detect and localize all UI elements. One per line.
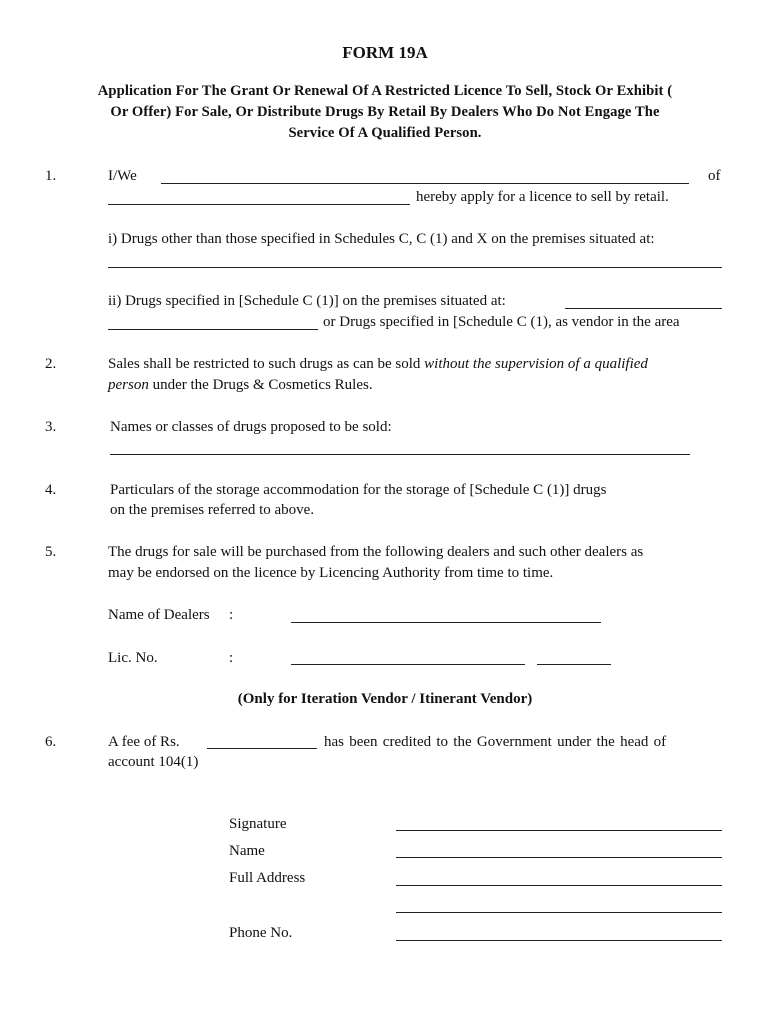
- form-title: FORM 19A: [342, 43, 428, 62]
- full-address-label: Full Address: [229, 870, 306, 886]
- item-2-text: [108, 354, 648, 375]
- phone-field[interactable]: [396, 940, 722, 941]
- lic-no-field-2[interactable]: [537, 664, 611, 665]
- lic-no-label: Lic. No.: [108, 650, 158, 666]
- full-address-field[interactable]: [396, 885, 722, 886]
- item-1-sub-ii-vendor-text: or Drugs specified in [Schedule C (1), as vendor in the area: [323, 314, 680, 330]
- heading-line-3: Service Of A Qualified Person.: [288, 125, 482, 141]
- applicant-name-field[interactable]: [161, 183, 689, 184]
- item-6-text-b: has been credited to the Government under the head of: [324, 734, 667, 750]
- item-2-text-a: Sales shall be restricted to such drugs as can be sold: [108, 356, 421, 372]
- item-3-text: Names or classes of drugs proposed to be sold:: [110, 419, 392, 435]
- vendor-note: (Only for Iteration Vendor / Itinerant Vendor): [237, 691, 533, 707]
- signature-field[interactable]: [396, 830, 722, 831]
- full-address-field-2[interactable]: [396, 912, 722, 913]
- item-6-text-c: account 104(1): [108, 754, 199, 770]
- item-2-text-line-2: [108, 375, 373, 396]
- item-5-number: 5.: [45, 544, 57, 560]
- lic-no-colon: :: [229, 650, 234, 666]
- item-5-line-1: The drugs for sale will be purchased from the following dealers and such other dealers as: [108, 544, 644, 560]
- item-2-text-b: under the Drugs & Cosmetics Rules.: [152, 377, 373, 393]
- lic-no-field[interactable]: [291, 664, 525, 665]
- item-6-number: 6.: [45, 734, 57, 750]
- dealer-names-field[interactable]: [291, 622, 601, 623]
- item-2-number: 2.: [45, 356, 57, 372]
- drug-names-field[interactable]: [110, 454, 690, 455]
- item-4-number: 4.: [45, 482, 57, 498]
- item-4-line-2: on the premises referred to above.: [110, 502, 315, 518]
- dealers-label: Name of Dealers: [108, 607, 210, 623]
- heading-line-2: Or Offer) For Sale, Or Distribute Drugs By Retail By Dealers Who Do Not Engage The: [110, 104, 660, 120]
- item-2-text-italic-a: without the supervision of a qualified: [424, 356, 648, 372]
- item-1-sub-i-text: i) Drugs other than those specified in Schedules C, C (1) and X on the premises situated at:: [108, 231, 655, 247]
- signature-label: Signature: [229, 816, 287, 832]
- heading-line-1: Application For The Grant Or Renewal Of A Restricted Licence To Sell, Stock Or Exhibit (: [97, 83, 673, 99]
- form-heading: [40, 81, 730, 144]
- item-6-text-a: A fee of Rs.: [108, 734, 180, 750]
- schedule-c1-premises-field-cont[interactable]: [108, 329, 318, 330]
- item-2-text-italic-b: person: [108, 377, 149, 393]
- item-1-apply-text: hereby apply for a licence to sell by retail.: [416, 189, 669, 205]
- item-1-iwe-label: I/We: [108, 168, 137, 184]
- dealers-colon: :: [229, 607, 234, 623]
- name-field[interactable]: [396, 857, 722, 858]
- name-label: Name: [229, 843, 265, 859]
- item-1-sub-ii-text: ii) Drugs specified in [Schedule C (1)] on the premises situated at:: [108, 293, 506, 309]
- applicant-address-field[interactable]: [108, 204, 410, 205]
- item-1-number: 1.: [45, 168, 57, 184]
- schedule-c1-premises-field[interactable]: [565, 308, 722, 309]
- item-3-number: 3.: [45, 419, 57, 435]
- premises-address-field[interactable]: [108, 267, 722, 268]
- phone-label: Phone No.: [229, 925, 293, 941]
- item-5-line-2: may be endorsed on the licence by Licencing Authority from time to time.: [108, 565, 554, 581]
- fee-amount-field[interactable]: [207, 748, 317, 749]
- item-1-of-label: of: [708, 168, 721, 184]
- item-4-line-1: Particulars of the storage accommodation for the storage of [Schedule C (1)] drugs: [110, 482, 607, 498]
